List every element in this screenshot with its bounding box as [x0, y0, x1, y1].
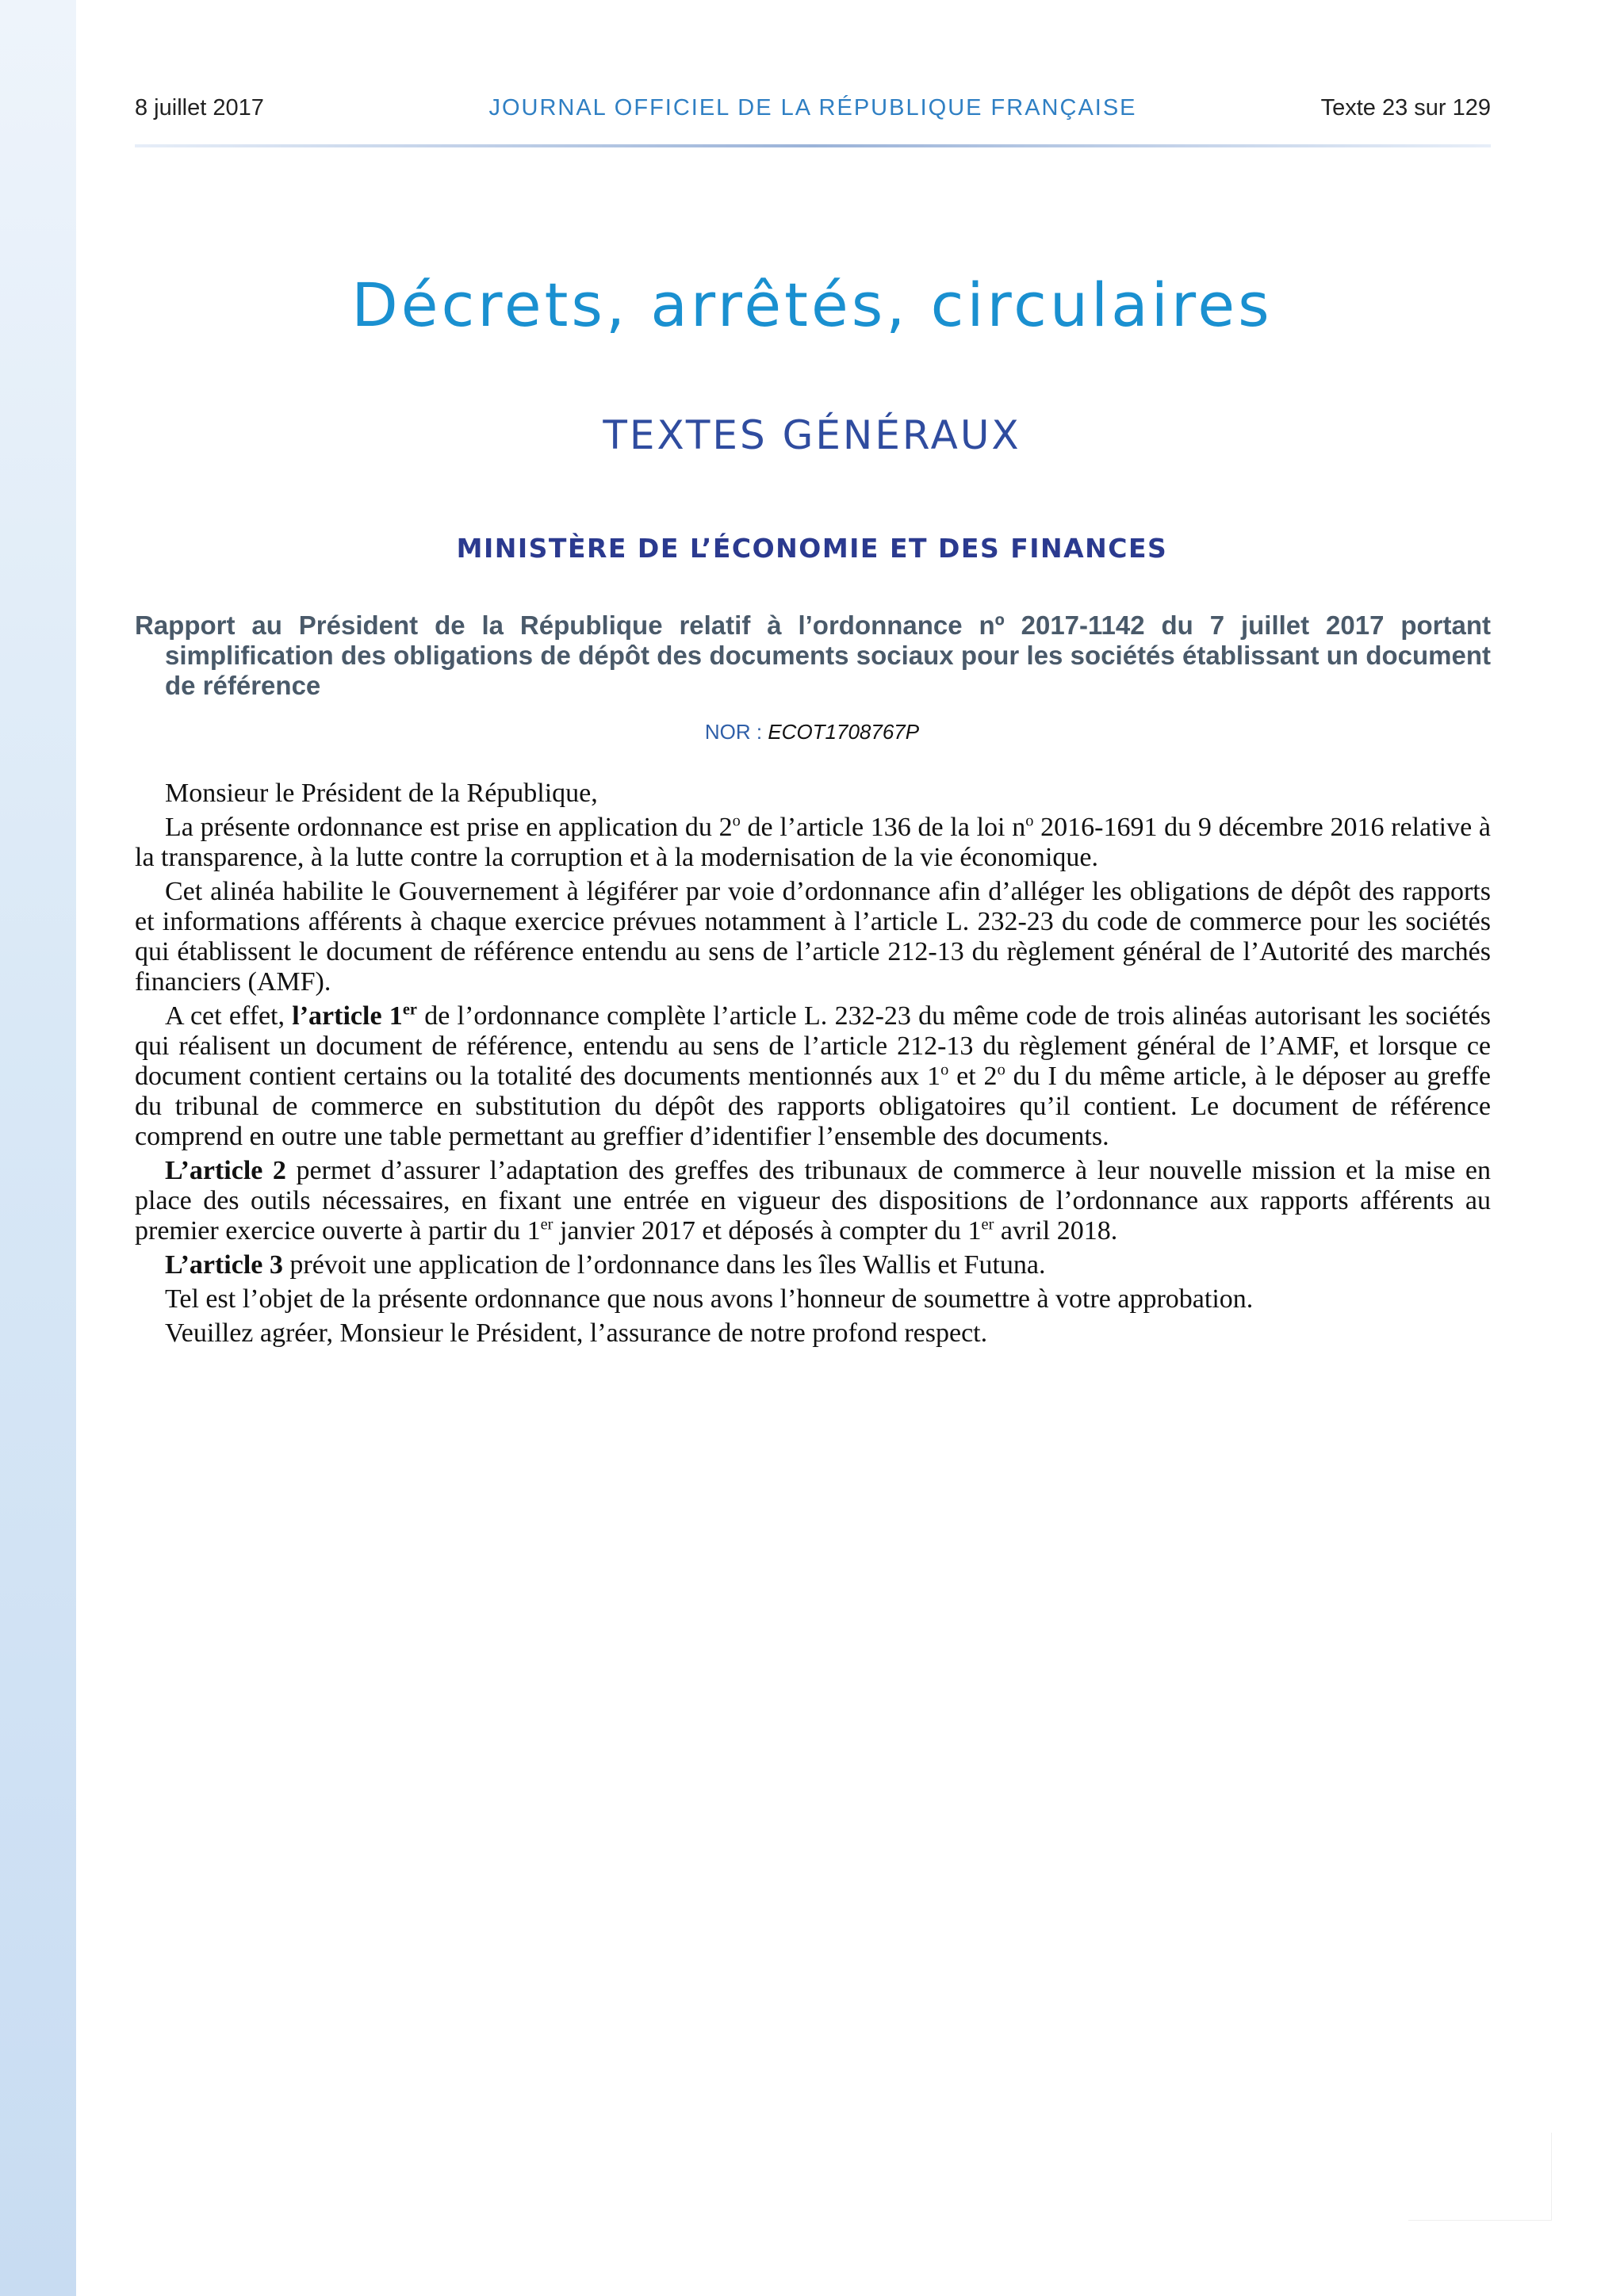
header-journal-title: JOURNAL OFFICIEL DE LA RÉPUBLIQUE FRANÇAISE [488, 95, 1137, 121]
p5-text-a: prévoit une application de l’ordonnance dans les îles Wallis et Futuna. [282, 1250, 1046, 1280]
section-title: Décrets, arrêtés, circulaires [351, 270, 1273, 340]
p3-sup-2: o [997, 1061, 1005, 1079]
p4-article-ref: L’article 2 [165, 1156, 286, 1185]
paragraph-5 [135, 1250, 1491, 1280]
p1-sup-2: o [1025, 812, 1034, 830]
p4-text-b: janvier 2017 et déposés à compter du 1 [553, 1216, 982, 1246]
paragraph-2: Cet alinéa habilite le Gouvernement à légiférer par voie d’ordonnance afin d’alléger les obligations de dépôt des rapports et informations afférents à chaque exercice prévues notamment à l’article L. 232-23 du code de commerce pour les sociétés qui établissent le document de référence entendu au sens de l’article 212-13 du règlement général de l’Autorité des marchés financiers (AMF). [135, 877, 1491, 997]
p3-sup-1: o [940, 1061, 949, 1079]
p1-text-c: 2016-1691 du 9 décembre 2016 relative à la transparence, à la lutte contre la corruption et à la modernisation de la vie économique. [135, 813, 1491, 872]
left-margin-band [0, 0, 76, 2296]
p4-text-c: avril 2018. [994, 1216, 1118, 1246]
p3-text-b: de l’ordonnance complète l’article L. 232-23 du même code de trois alinéas autorisant les sociétés qui réalisent un document de référence, entendu au sens de l’article 212-13 du règlement général de l’AMF, et lorsque ce document contient certains ou la totalité des documents mentionnés aux 1 [135, 1001, 1491, 1091]
nor-label: NOR : [704, 720, 768, 744]
p3-bold-text: l’article 1 [292, 1001, 403, 1031]
report-body [135, 779, 1491, 1353]
paragraph-6: Tel est l’objet de la présente ordonnance que nous avons l’honneur de soumettre à votre approbation. [165, 1284, 1254, 1314]
p4-sup-2: er [981, 1215, 994, 1234]
paragraph-3 [135, 1001, 1491, 1152]
sub-title: TEXTES GÉNÉRAUX [603, 412, 1021, 458]
header-date: 8 juillet 2017 [135, 95, 264, 121]
p1-text-a: La présente ordonnance est prise en application du 2 [165, 813, 733, 842]
nor-code: ECOT1708767P [768, 720, 920, 744]
p4-sup-1: er [540, 1215, 553, 1234]
header-text-number: Texte 23 sur 129 [1320, 95, 1491, 121]
p1-sup-1: o [732, 812, 741, 830]
p3-article-ref [292, 1001, 417, 1031]
paragraph-4 [135, 1156, 1491, 1246]
page-corner-mark [1408, 2133, 1552, 2221]
p3-bold-sup: er [402, 1001, 417, 1019]
page-header [135, 95, 1491, 127]
p3-text-d: du I du même article, à le déposer au greffe du tribunal de commerce en substitution du dépôt des rapports obligatoires qu’il contient. Le document de référence comprend en outre une table permettant au greffier d’identifier l’ensemble des documents. [135, 1062, 1491, 1151]
p1-text-b: de l’article 136 de la loi n [740, 813, 1026, 842]
header-rule [135, 144, 1491, 147]
paragraph-1 [135, 813, 1491, 873]
nor-reference [0, 720, 1624, 744]
p3-text-a: A cet effet, [165, 1001, 293, 1031]
p5-article-ref: L’article 3 [165, 1250, 283, 1280]
closing-formula: Veuillez agréer, Monsieur le Président, l’assurance de notre profond respect. [165, 1318, 988, 1348]
p4-text-a: permet d’assurer l’adaptation des greffes des tribunaux de commerce à leur nouvelle mission et la mise en place des outils nécessaires, en fixant une entrée en vigueur des dispositions de l’ordonnance aux rapports afférents au premier exercice ouverte à partir du 1 [135, 1156, 1491, 1246]
salutation: Monsieur le Président de la République, [165, 779, 598, 808]
ministry-heading: MINISTÈRE DE L’ÉCONOMIE ET DES FINANCES [456, 533, 1168, 564]
p3-text-c: et 2 [948, 1062, 998, 1091]
rapport-title: Rapport au Président de la République relatif à l’ordonnance nº 2017-1142 du 7 juillet 2017 portant simplification des obligations de dépôt des documents sociaux pour les sociétés établissant un document de référence [135, 610, 1491, 700]
